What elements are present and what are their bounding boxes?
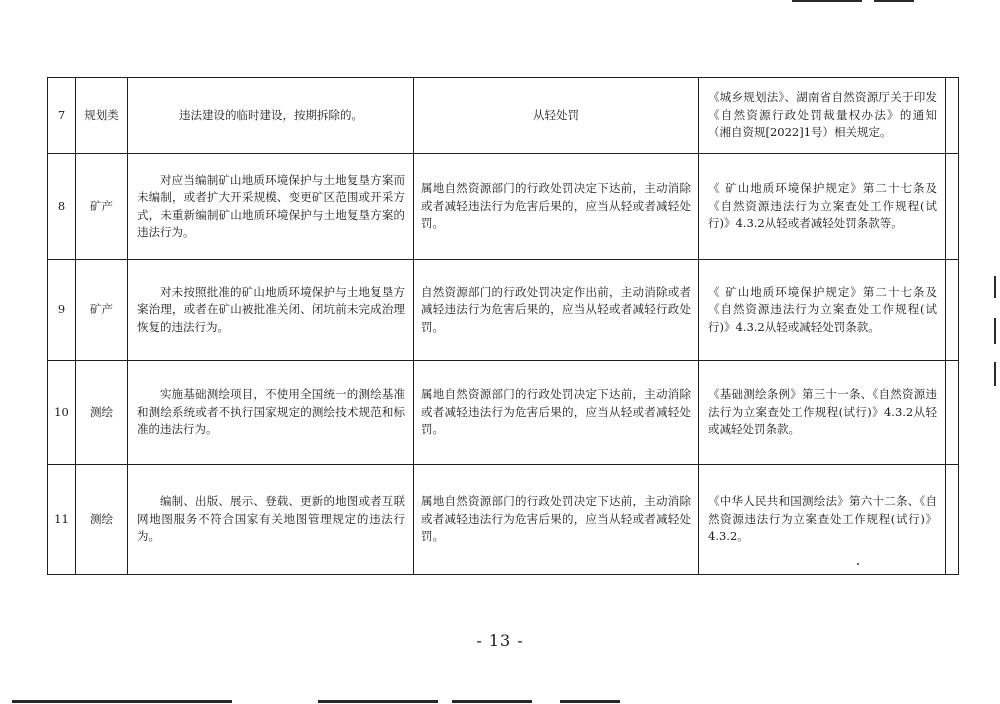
violation-behavior-cell: 违法建设的临时建设，按期拆除的。 [128, 78, 414, 154]
scan-artifact-top [874, 0, 914, 2]
table-row [48, 465, 959, 575]
row-number: 11 [48, 465, 76, 575]
table-row [48, 154, 959, 260]
penalty-measure-cell: 属地自然资源部门的行政处罚决定下达前，主动消除或者减轻违法行为危害后果的，应当从轻或者减轻处罚。 [414, 465, 699, 575]
table-row [48, 78, 959, 154]
row-number: 8 [48, 154, 76, 260]
category-cell: 矿产 [76, 154, 128, 260]
category-cell: 规划类 [76, 78, 128, 154]
scan-artifact-bottom [452, 700, 532, 703]
violation-behavior-cell: 编制、出版、展示、登载、更新的地图或者互联网地图服务不符合国家有关地图管理规定的违法行为。 [128, 465, 414, 575]
legal-basis-cell: 《 矿山地质环境保护规定》第二十七条及《自然资源违法行为立案查处工作规程(试行)》4.3.2从轻或者减轻处罚条款等。 [699, 154, 946, 260]
note-cell [946, 154, 959, 260]
row-number: 10 [48, 361, 76, 465]
penalty-table [47, 77, 959, 575]
violation-behavior-cell: 对应当编制矿山地质环境保护与土地复垦方案而未编制，或者扩大开采规模、变更矿区范围或开采方式，未重新编制矿山地质环境保护与土地复垦方案的违法行为。 [128, 154, 414, 260]
row-number: 9 [48, 260, 76, 361]
violation-behavior-cell: 实施基础测绘项目，不使用全国统一的测绘基准和测绘系统或者不执行国家规定的测绘技术规范和标准的违法行为。 [128, 361, 414, 465]
note-cell [946, 260, 959, 361]
penalty-measure-cell: 自然资源部门的行政处罚决定作出前，主动消除或者减轻违法行为危害后果的，应当从轻或者减轻行政处罚。 [414, 260, 699, 361]
scan-artifact-bottom [12, 700, 232, 703]
note-cell [946, 78, 959, 154]
scan-artifact-right [994, 318, 996, 344]
legal-basis-cell: 《中华人民共和国测绘法》第六十二条、《自然资源违法行为立案查处工作规程(试行)》4.3.2。 [699, 465, 946, 575]
legal-basis-cell: 《基础测绘条例》第三十一条、《自然资源违法行为立案查处工作规程(试行)》4.3.2从轻或减轻处罚条款。 [699, 361, 946, 465]
penalty-measure-cell: 属地自然资源部门的行政处罚决定下达前，主动消除或者减轻违法行为危害后果的，应当从轻或者减轻处罚。 [414, 154, 699, 260]
scan-artifact-right [994, 362, 996, 386]
note-cell [946, 465, 959, 575]
page-number: - 13 - [476, 631, 524, 650]
scan-artifact-bottom [318, 700, 438, 703]
table-row [48, 260, 959, 361]
row-number: 7 [48, 78, 76, 154]
penalty-measure-cell: 从轻处罚 [414, 78, 699, 154]
scan-artifact-right [994, 276, 996, 298]
legal-basis-cell: 《 矿山地质环境保护规定》第二十七条及《自然资源违法行为立案查处工作规程(试行)》4.3.2从轻或减轻处罚条款。 [699, 260, 946, 361]
ink-dot [857, 563, 859, 565]
category-cell: 测绘 [76, 361, 128, 465]
table-row [48, 361, 959, 465]
note-cell [946, 361, 959, 465]
category-cell: 测绘 [76, 465, 128, 575]
scan-artifact-top [792, 0, 862, 2]
violation-behavior-cell: 对未按照批准的矿山地质环境保护与土地复垦方案治理，或者在矿山被批准关闭、闭坑前未完成治理恢复的违法行为。 [128, 260, 414, 361]
legal-basis-cell: 《城乡规划法》、湖南省自然资源厅关于印发《自然资源行政处罚裁量权办法》的通知（湘自资规[2022]1号）相关规定。 [699, 78, 946, 154]
penalty-measure-cell: 属地自然资源部门的行政处罚决定下达前，主动消除或者减轻违法行为危害后果的，应当从轻或者减轻处罚。 [414, 361, 699, 465]
scan-artifact-bottom [560, 700, 620, 703]
category-cell: 矿产 [76, 260, 128, 361]
